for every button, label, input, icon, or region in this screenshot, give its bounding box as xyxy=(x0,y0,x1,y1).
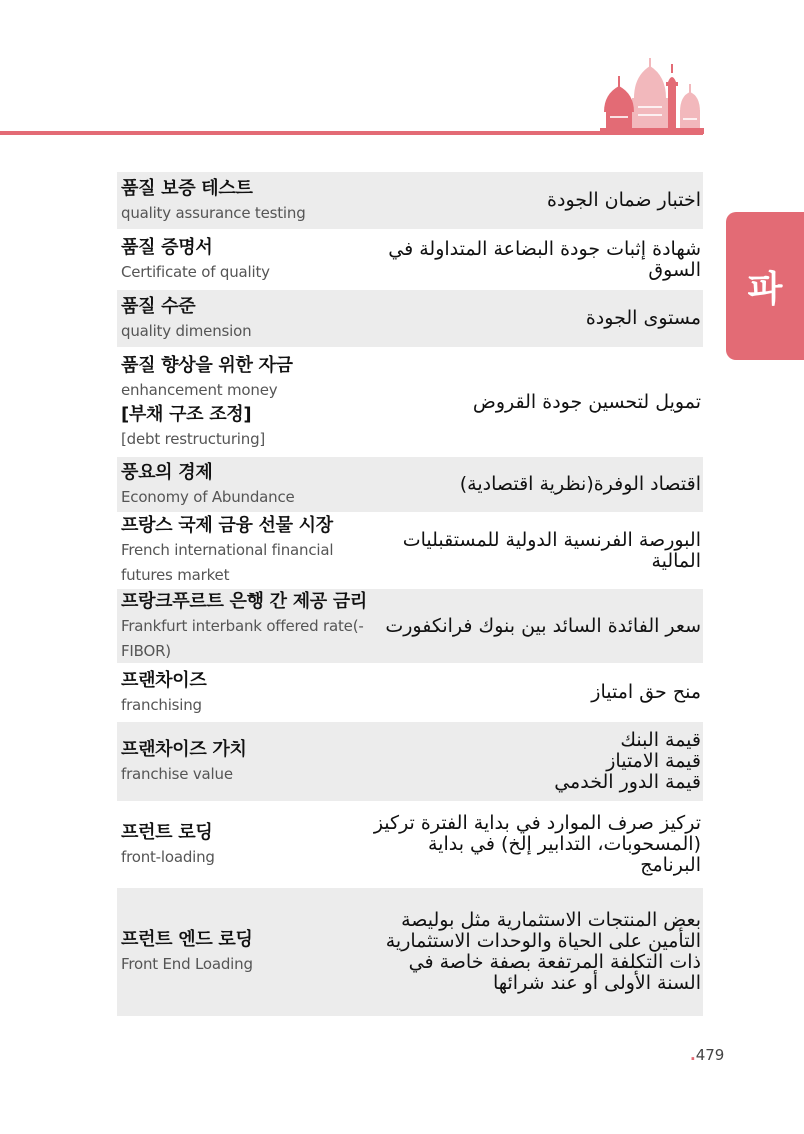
term-korean: 풍요의 경제 xyxy=(121,461,213,483)
term-korean: 품질 보증 테스트 xyxy=(121,177,253,199)
glossary-row xyxy=(117,231,703,288)
glossary-row xyxy=(117,803,703,886)
term-arabic: سعر الفائدة السائد بين بنوك فرانكفورت xyxy=(385,614,701,637)
term-english: Certificate of quality xyxy=(121,262,270,281)
glossary-row xyxy=(117,172,703,229)
term-english: Economy of Abundance xyxy=(121,487,295,506)
term-korean: 품질 수준 xyxy=(121,295,196,317)
page-number-marker: . xyxy=(690,1046,696,1064)
term-korean: 프런트 로딩 xyxy=(121,821,213,843)
term-arabic: شهادة إثبات جودة البضاعة المتداولة في السوق xyxy=(388,237,701,281)
term-arabic: اقتصاد الوفرة(نظرية اقتصادية) xyxy=(459,473,701,495)
term-english: franchise value xyxy=(121,764,233,783)
term-arabic: تمويل لتحسين جودة القروض xyxy=(472,390,701,413)
page-number-value: 479 xyxy=(695,1046,725,1064)
term-arabic: تركيز صرف الموارد في بداية الفترة تركيز (المسحوبات، التدابير إلخ) في بداية البرنامج xyxy=(373,812,701,876)
term-arabic: بعض المنتجات الاستثمارية مثل بوليصة التأمين على الحياة والوحدات الاستثمارية ذات التكلفة المرتفعة بصفة خاصة في السنة الأولى أو عند شرائها xyxy=(385,909,701,994)
glossary-row xyxy=(117,514,703,587)
term-english: French international financial futures market xyxy=(121,541,334,584)
page-number xyxy=(690,1046,724,1064)
section-tab[interactable] xyxy=(726,212,804,360)
glossary-row xyxy=(117,290,703,347)
glossary-row xyxy=(117,722,703,801)
term-arabic: قيمة البنك قيمة الامتياز قيمة الدور الخدمي xyxy=(554,729,701,793)
glossary-row xyxy=(117,888,703,1016)
term-arabic: منح حق امتياز xyxy=(591,681,701,703)
header-rule xyxy=(0,131,703,135)
term-arabic: البورصة الفرنسية الدولية للمستقبليات المالية xyxy=(402,528,701,572)
term-english: franchising xyxy=(121,695,202,714)
glossary-row xyxy=(117,457,703,512)
glossary-row xyxy=(117,665,703,720)
term-korean: 품질 증명서 xyxy=(121,236,213,258)
term-korean: 프랜차이즈 xyxy=(121,669,207,691)
term-english: Frankfurt interbank offered rate(-FIBOR) xyxy=(121,616,364,660)
section-tab-label: 파 xyxy=(747,268,783,310)
term-korean-note: [부채 구조 조정] xyxy=(121,403,252,425)
term-english: quality assurance testing xyxy=(121,203,306,222)
term-korean: 프런트 엔드 로딩 xyxy=(121,929,253,950)
glossary-row xyxy=(117,349,703,455)
term-english: enhancement money xyxy=(121,380,278,399)
term-korean: 프랑크푸르트 은행 간 제공 금리 xyxy=(121,590,368,612)
term-korean: 프랜차이즈 가치 xyxy=(121,738,247,760)
term-arabic: اختبار ضمان الجودة xyxy=(547,189,701,211)
term-english: front-loading xyxy=(121,847,215,866)
term-english-note: [debt restructuring] xyxy=(121,429,266,448)
term-korean: 품질 향상을 위한 자금 xyxy=(121,354,293,376)
mosque-icon xyxy=(600,58,704,134)
term-arabic: مستوى الجودة xyxy=(585,307,701,329)
glossary-row xyxy=(117,589,703,663)
term-english: quality dimension xyxy=(121,321,252,340)
term-korean: 프랑스 국제 금융 선물 시장 xyxy=(121,515,333,536)
term-english: Front End Loading xyxy=(121,955,253,973)
glossary-list xyxy=(117,172,703,1018)
